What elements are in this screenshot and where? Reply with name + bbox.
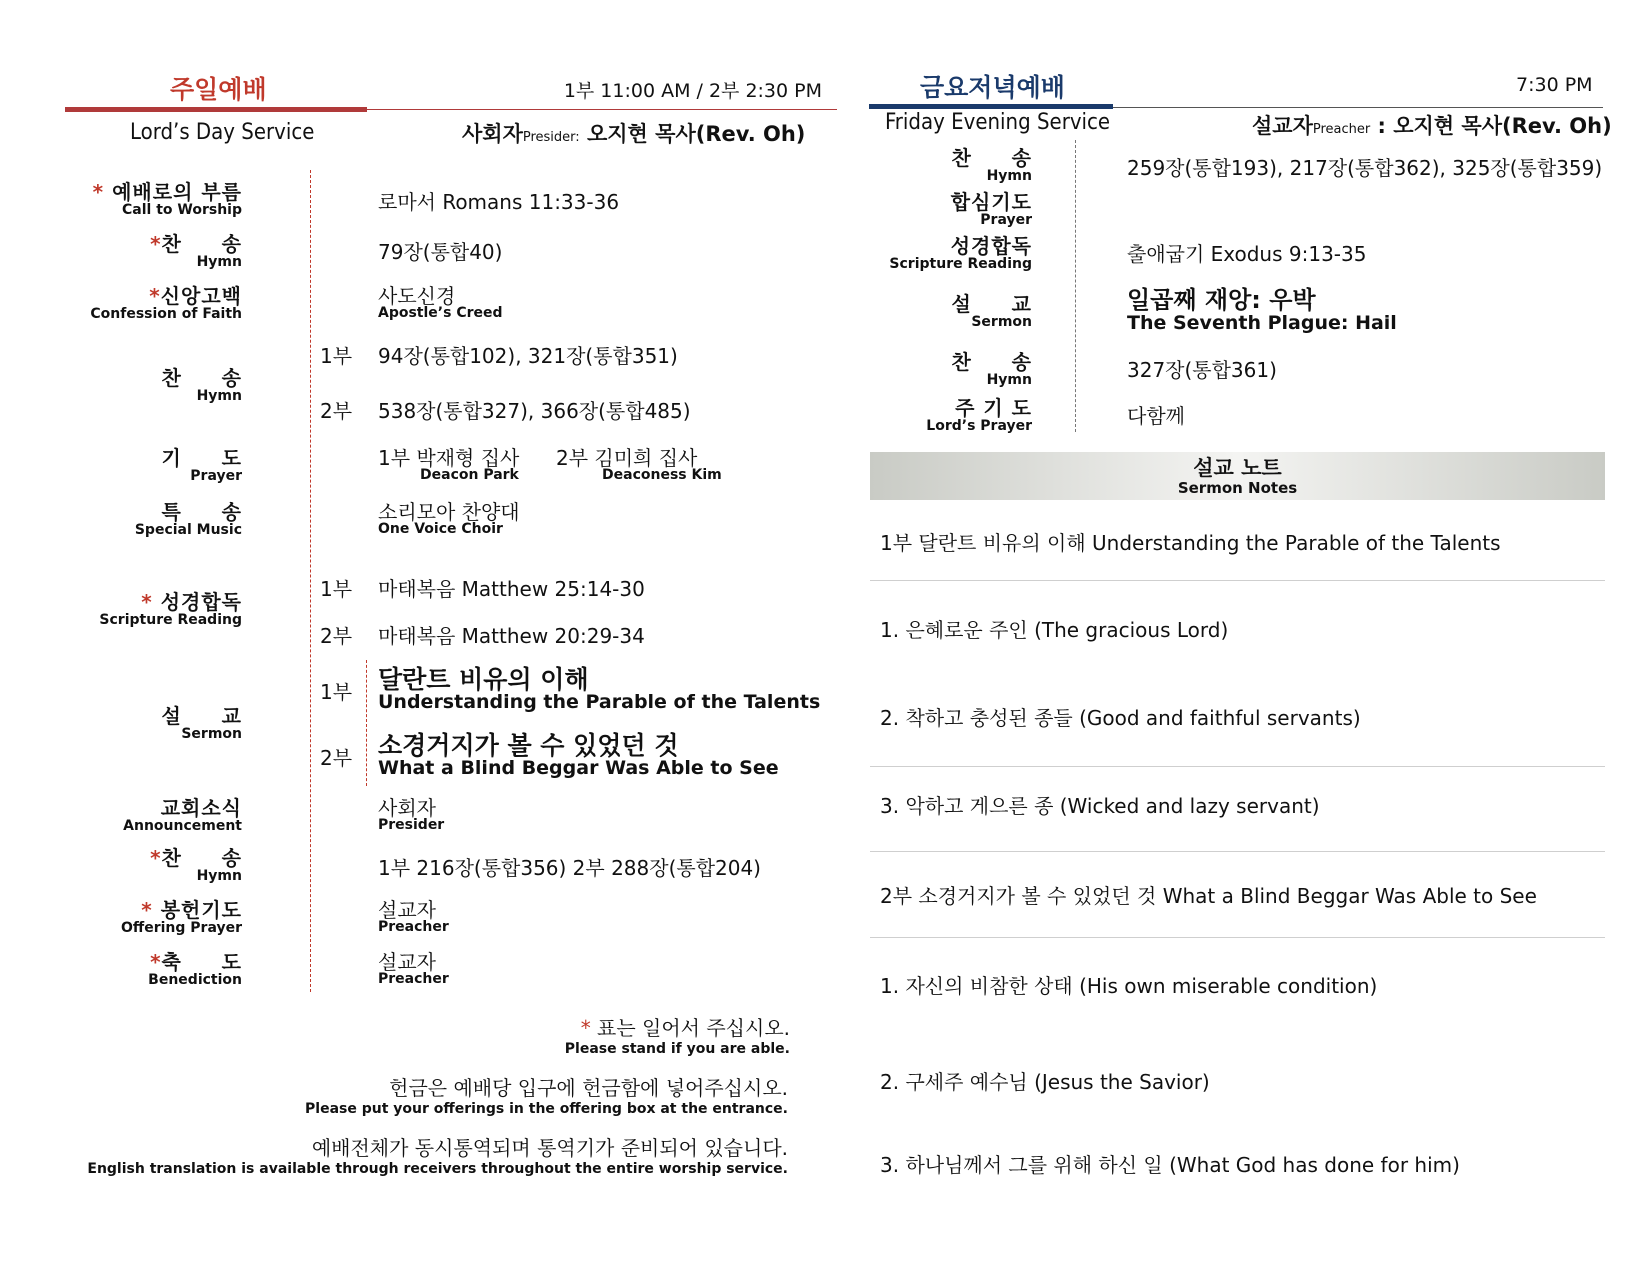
friday-label-hymn-2: 찬 송 Hymn — [951, 350, 1032, 388]
part-2-scripture: 2부 — [320, 624, 353, 648]
friday-value-scripture: 출애굽기 Exodus 9:13-35 — [1127, 242, 1367, 266]
friday-value-hymn-2: 327장(통합361) — [1127, 358, 1277, 382]
label-hymn-2: 찬 송 Hymn — [161, 366, 242, 404]
value-offering-prayer: 설교자 Preacher — [378, 898, 449, 935]
sunday-time: 1부 11:00 AM / 2부 2:30 PM — [563, 80, 822, 102]
friday-value-lords-prayer: 다함께 — [1127, 404, 1185, 428]
label-sermon: 설 교 Sermon — [161, 704, 242, 742]
friday-label-hymn-1: 찬 송 Hymn — [951, 146, 1032, 184]
preacher-label-en: Preacher — [1312, 122, 1371, 137]
value-benediction: 설교자 Preacher — [378, 950, 449, 987]
note-line-1: 1부 달란트 비유의 이해 Understanding the Parable of the Talents — [880, 531, 1501, 555]
value-hymn-2-part1: 94장(통합102), 321장(통합351) — [378, 344, 678, 368]
part-2-hymn: 2부 — [320, 399, 353, 423]
sermon-notes-title: 설교 노트 Sermon Notes — [1177, 456, 1298, 497]
label-prayer: 기 도 Prayer — [161, 446, 242, 484]
friday-header-rule-thin — [1113, 107, 1603, 108]
value-hymn-2-part2: 538장(통합327), 366장(통합485) — [378, 399, 691, 423]
note-line-8: 3. 하나님께서 그를 위해 하신 일 (What God has done for him) — [880, 1153, 1460, 1177]
friday-value-hymn-1: 259장(통합193), 217장(통합362), 325장(통합359) — [1127, 156, 1603, 180]
friday-label-prayer: 합심기도 Prayer — [950, 190, 1032, 228]
label-confession: *신앙고백 Confession of Faith — [90, 284, 242, 322]
part-1-hymn: 1부 — [320, 344, 353, 368]
order-divider — [310, 170, 311, 992]
note-line-6: 1. 자신의 비참한 상태 (His own miserable condition) — [880, 974, 1378, 998]
label-scripture: * 성경합독 Scripture Reading — [99, 590, 242, 628]
friday-label-scripture: 성경합독 Scripture Reading — [889, 234, 1032, 272]
value-sermon-part1: 달란트 비유의 이해 Understanding the Parable of the Talents — [378, 665, 821, 713]
sunday-presider — [462, 118, 805, 148]
note-translation: 예배전체가 동시통역되며 통역기가 준비되어 있습니다. English translation is available through receivers throughout the entire worship service. — [87, 1136, 788, 1177]
sunday-subtitle: Lord’s Day Service — [130, 120, 315, 145]
sunday-header-rule-thin — [367, 109, 837, 110]
part-2-sermon: 2부 — [320, 746, 353, 770]
value-special-music: 소리모아 찬양대 One Voice Choir — [378, 500, 520, 537]
note-offering: 헌금은 예배당 입구에 헌금함에 넣어주십시오. Please put your offerings in the offering box at the entrance. — [305, 1076, 788, 1117]
note-separator — [870, 580, 1605, 581]
value-announcement: 사회자 Presider — [378, 796, 445, 833]
value-call-to-worship: 로마서 Romans 11:33-36 — [378, 190, 620, 214]
label-offering-prayer: * 봉헌기도 Offering Prayer — [120, 898, 242, 936]
presider-label-en: Presider: — [522, 130, 580, 145]
label-benediction: *축 도 Benediction — [148, 950, 242, 988]
value-hymn-3: 1부 216장(통합356) 2부 288장(통합204) — [378, 856, 761, 880]
friday-order-divider — [1075, 140, 1076, 432]
value-sermon-part2: 소경거지가 볼 수 있었던 것 What a Blind Beggar Was Able to See — [378, 731, 779, 779]
friday-time: 7:30 PM — [1516, 74, 1593, 96]
note-stand: * 표는 일어서 주십시오. Please stand if you are able. — [564, 1016, 790, 1057]
friday-value-sermon: 일곱째 재앙: 우박 The Seventh Plague: Hail — [1127, 286, 1397, 334]
friday-preacher — [1252, 110, 1612, 140]
friday-subtitle: Friday Evening Service — [885, 110, 1111, 135]
friday-title: 금요저녁예배 — [920, 73, 1065, 102]
note-line-2: 1. 은혜로운 주인 (The gracious Lord) — [880, 618, 1229, 642]
friday-header-rule — [869, 104, 1113, 109]
friday-label-sermon: 설 교 Sermon — [951, 292, 1032, 330]
label-call-to-worship: * 예배로의 부름 Call to Worship — [92, 180, 242, 218]
friday-label-lords-prayer: 주 기 도 Lord’s Prayer — [926, 396, 1032, 434]
value-scripture-part1: 마태복음 Matthew 25:14-30 — [378, 577, 645, 601]
preacher-sep: : — [1377, 114, 1386, 138]
label-announcement: 교회소식 Announcement — [123, 796, 242, 834]
part-1-scripture: 1부 — [320, 577, 353, 601]
value-scripture-part2: 마태복음 Matthew 20:29-34 — [378, 624, 645, 648]
note-separator — [870, 851, 1605, 852]
value-confession: 사도신경 Apostle’s Creed — [378, 284, 503, 321]
preacher-name: 오지현 목사(Rev. Oh) — [1393, 114, 1612, 138]
preacher-label: 설교자 — [1252, 114, 1313, 138]
note-separator — [870, 937, 1605, 938]
presider-name: 오지현 목사(Rev. Oh) — [586, 122, 806, 146]
sermon-divider — [366, 660, 367, 786]
presider-label: 사회자 — [462, 122, 523, 146]
label-special-music: 특 송 Special Music — [134, 500, 242, 538]
value-prayer-part1: 1부 박재형 집사 Deacon Park — [378, 446, 520, 483]
part-1-sermon: 1부 — [320, 680, 353, 704]
value-prayer-part2: 2부 김미희 집사 Deaconess Kim — [556, 446, 722, 483]
sunday-header-rule — [65, 107, 367, 112]
note-line-4: 3. 악하고 게으른 종 (Wicked and lazy servant) — [880, 794, 1320, 818]
sunday-title: 주일예배 — [170, 75, 267, 104]
label-hymn-3: *찬 송 Hymn — [150, 846, 242, 884]
note-line-3: 2. 착하고 충성된 종들 (Good and faithful servants) — [880, 706, 1361, 730]
note-line-7: 2. 구세주 예수님 (Jesus the Savior) — [880, 1070, 1210, 1094]
label-hymn-1: *찬 송 Hymn — [150, 232, 242, 270]
value-hymn-1: 79장(통합40) — [378, 240, 503, 264]
note-separator — [870, 766, 1605, 767]
note-line-5: 2부 소경거지가 볼 수 있었던 것 What a Blind Beggar Was Able to See — [880, 884, 1537, 908]
